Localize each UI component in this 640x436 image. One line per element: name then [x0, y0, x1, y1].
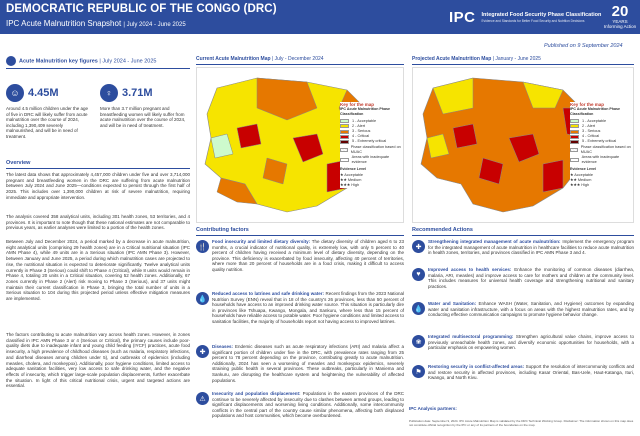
- recommended-item-security: [428, 364, 634, 381]
- recommended-title: Recommended Actions: [412, 227, 473, 233]
- legend-swatch: [570, 135, 579, 139]
- projected-map-legend: [570, 102, 632, 188]
- footer-disclaimer: Publication date: September 9, 2024. IPC Acute Malnutrition Map is validated by the DRC Technical Working Group. Disclaimer: The information shown on this map does not constitute official recognition by the IPC or any of its partners of the boundaries on the map.: [409, 419, 634, 427]
- divider: [196, 235, 404, 236]
- anniversary-badge: [603, 4, 637, 29]
- projected-map-name: Projected Acute Malnutrition Map: [412, 56, 492, 62]
- recommended-item-wash: [428, 301, 634, 318]
- water-icon: 💧: [412, 302, 425, 315]
- action-text: Enhance the monitoring of common diseases (diarrhea, malaria, ARI, measles) and improve access to care for mothers and children at the community level. This includes measures for universal health coverage and strengthening nutritional and sanitary practices.: [428, 267, 634, 289]
- ipc-logo-tagline: Evidence and Standards for Better Food Security and Nutrition Decisions: [481, 18, 585, 23]
- current-map-title: [196, 56, 324, 62]
- legend-swatch: [570, 140, 579, 144]
- women-text: More than 3.7 million pregnant and breastfeeding women will likely suffer from acute malnutrition over the course of 2024, and will be in need of treatment.: [100, 106, 186, 128]
- ipc-logo-title: Integrated Food Security Phase Classification: [481, 11, 602, 18]
- legend-swatch: [340, 135, 349, 139]
- evidence-label: Medium: [347, 177, 362, 182]
- evidence-item: ★ Acceptable: [570, 172, 594, 177]
- legend-label: 3 - Serious: [582, 129, 601, 134]
- evidence-item: ★★★ High: [340, 183, 360, 188]
- subtitle-period: | July 2024 - June 2025: [123, 22, 186, 28]
- legend-label: 2 - Alert: [352, 123, 366, 128]
- factor-name: Food insecurity and limited dietary diversity:: [212, 239, 311, 244]
- legend-label: Phase classification based on MUAC: [350, 144, 401, 154]
- legend-heading: IPC Acute Malnutrition Phase Classification: [340, 107, 390, 117]
- legend-label: 4 - Critical: [582, 134, 600, 139]
- legend-swatch: [340, 148, 348, 152]
- evidence-item: ★★ Medium: [570, 177, 592, 182]
- legend-swatch: [340, 130, 349, 134]
- overview-p1: The latest data shows that approximately 4,457,000 children under five and over 3,714,000 pregnant and breastfeeding women in the DRC are suffering from acute malnutrition between July 2024 and June 2025—conditions expected to persist through the first half of 2025. This includes over 1,390,000 children at risk of severe malnutrition, requiring immediate and appropriate intervention.: [6, 172, 190, 200]
- legend-swatch: [570, 148, 578, 152]
- current-map-name: Current Acute Malnutrition Map: [196, 56, 271, 62]
- legend-label: 4 - Critical: [352, 134, 370, 139]
- evidence-label: High: [351, 183, 360, 188]
- legend-swatch: [570, 119, 579, 123]
- evidence-level: [570, 167, 632, 188]
- key-figures-title: [6, 56, 156, 66]
- anniversary-word: YEARS: [612, 19, 628, 24]
- subtitle-text: IPC Acute Malnutrition Snapshot: [6, 19, 122, 28]
- overview-p3: Between July and December 2024, a period marked by a decrease in acute malnutrition, eight analytical units (comprising 29 health zones) are in a Critical nutritional situation (IPC AMN Phase 4), while 49 units are in a Serious situation (IPC AMN Phase 3). However, between January and June 2025, a period during which malnutrition cases are projected to rise, the nutritional situation is expected to deteriorate significantly. Twelve analytical units currently in Phase 3 (Serious) could shift to Phase 4 (Critical), while 8 units would remain in Phase 4, totaling 20 units in a Critical situation, covering 52 health zones. Additionally, 67 zones currently in Phase 2 (Alert) risk moving to Phase 3 (Serious), and 37 units might maintain their current classification in Phase 3, bringing the total number of units in a Serious situation to 104 during this projected period unless effective mitigation measures are implemented.: [6, 239, 190, 302]
- contributing-item-insecurity: [212, 391, 404, 419]
- divider: [412, 64, 634, 65]
- legend-swatch: [340, 158, 349, 162]
- evidence-level: [340, 167, 402, 188]
- action-text: Strengthen agricultural value chains, improve access to previously unreachable health zones, and diversify economic opportunities for households, with a particular emphasis on empowering women.: [428, 334, 634, 351]
- women-value: 3.71M: [122, 87, 153, 99]
- recommended-item-health: [428, 267, 634, 289]
- action-name: Restoring security in conflict-affected areas:: [428, 364, 525, 369]
- legend-swatch: [340, 124, 349, 128]
- health-cross-icon: ✚: [196, 345, 209, 358]
- legend-swatch: [340, 119, 349, 123]
- contributing-item-food: [212, 239, 404, 273]
- children-figure: [6, 84, 59, 102]
- current-map-period: | July - December 2024: [271, 56, 324, 62]
- evidence-item: ★ Acceptable: [340, 172, 364, 177]
- divider: [196, 64, 404, 65]
- factor-text: The dietary diversity of children aged 6 to 23 months, a crucial indicator of nutritional quality, is extremely low, with only 5 percent to 40 percent of children having received a minimum level of dietary diversity, depending on the province. This deficiency is exacerbated by food insecurity, affecting 40 percent of territories, where more than 20 percent of households are in a food crisis, making it difficult to access quality nutrition.: [212, 239, 404, 272]
- action-text: Implement the emergency program for the integrated management of acute malnutrition in healthcare facilities to reduce acute malnutrition in health zones, territories, and provinces classified in IPC AMN Phase 3 and 4.: [428, 239, 635, 256]
- children-text: Around 4.5 million children under the age of five in DRC will likely suffer from acute malnutrition over the course of 2024, including 1,390,409 severely malnourished, and will be in need of treatment.: [6, 106, 89, 139]
- factor-text: Recent findings from the 2023 National Nutrition Survey (ENN) reveal that in 18 of the country's 26 provinces, less than 50 percent of households have access to an improved drinking water source. This situation is particularly dire in provinces like Tshuapa, Kwango, Mongala, and Sankuru, where less than 15 percent of households have reliable access to potable water. Poor hygiene conditions and limited access to sanitation facilities, the majority of households report not having access to improved latrines.: [212, 291, 404, 324]
- evidence-title: Evidence Level: [570, 167, 596, 172]
- legend-label: Areas with inadequate evidence: [351, 155, 390, 165]
- divider: [6, 68, 190, 69]
- divider: [412, 235, 634, 236]
- overview-p4: The factors contributing to acute malnutrition vary across health zones. However, in zones classified in IPC AMN Phase 3 or 4 (Serious or Critical), the primary causes include poor-quality diets due to inadequate infant and young child feeding (IYCF) practices, acute food insecurity, a high prevalence of childhood diseases (such as malaria, respiratory infections, and diarrheal diseases among children under 5), and outbreaks of epidemics (including measles, cholera, and monkeypox). Additionally, poor hygiene conditions, limited access to adequate sanitation facilities, very low access to safe drinking water, and the negative effects of insecurity, which trigger large-scale population displacements, further exacerbate the situation. In light of this critical nutritional crisis, urgent and targeted actions are essential.: [6, 332, 190, 389]
- evidence-label: Medium: [577, 177, 592, 182]
- current-map-legend: [340, 102, 402, 188]
- legend-label: 2 - Alert: [582, 123, 596, 128]
- plant-icon: ❀: [412, 335, 425, 348]
- women-figure: [100, 84, 153, 102]
- legend-swatch: [570, 158, 579, 162]
- legend-item: [340, 145, 402, 155]
- legend-title: Key for the map: [340, 102, 375, 107]
- legend-swatch: [570, 130, 579, 134]
- action-name: Improved access to health services:: [428, 267, 512, 272]
- divider: [6, 168, 190, 169]
- anniversary-sub: Informing Action: [603, 24, 637, 29]
- flag-icon: ⚑: [412, 365, 425, 378]
- action-name: Water and Sanitation:: [428, 301, 477, 306]
- country-title: DEMOCRATIC REPUBLIC OF THE CONGO (DRC): [6, 3, 277, 15]
- legend-item: [340, 155, 402, 165]
- contributing-item-water: [212, 291, 404, 325]
- legend-label: 1 - Acceptable: [582, 118, 607, 123]
- legend-label: Phase classification based on MUAC: [580, 144, 631, 154]
- legend-heading: IPC Acute Malnutrition Phase Classification: [570, 107, 620, 117]
- evidence-item: ★★★ High: [570, 183, 590, 188]
- evidence-item: ★★ Medium: [340, 177, 362, 182]
- projected-map-title: [412, 56, 541, 62]
- factor-name: Diseases:: [212, 344, 234, 349]
- ipc-logo: [449, 6, 601, 28]
- contributing-title: Contributing factors: [196, 227, 249, 233]
- partners-title: IPC Analysis partners:: [409, 406, 457, 411]
- factor-text: Populations in the eastern provinces of the DRC continue to be severely affected by insecurity due to clashes between armed groups, leading to significant displacements and worsening living conditions. Additionally, some intercommunity conflicts in the central part of the country cause similar phenomena, affecting both displaced populations and host communities, which become overburdened.: [212, 391, 404, 419]
- legend-label: Areas with inadequate evidence: [581, 155, 620, 165]
- water-icon: 💧: [196, 292, 209, 305]
- woman-icon: ♀: [100, 84, 118, 102]
- legend-item: [570, 145, 632, 155]
- evidence-label: High: [581, 183, 590, 188]
- evidence-label: Acceptable: [574, 172, 594, 177]
- legend-label: 5 - Extremely critical: [582, 139, 617, 144]
- ipc-logo-text: IPC: [449, 8, 476, 26]
- legend-label: 1 - Acceptable: [352, 118, 377, 123]
- contributing-item-diseases: [212, 344, 404, 383]
- evidence-label: Acceptable: [344, 172, 364, 177]
- key-figures-label: Acute Malnutrition key figures: [19, 58, 98, 65]
- key-figures-icon: [6, 56, 16, 66]
- factor-text: Endemic diseases such as acute respiratory infections (ARI) and malaria affect a significant portion of children under five in the DRC, with prevalence rates ranging from 25 percent to 78 percent depending on the province, contributing greatly to acute malnutrition. Additionally, 2024 has seen a worsening of measles and monkeypox epidemics, severely straining public health in several provinces. These outbreaks, particularly in Maniema and Sankuru, are disrupting the healthcare system and heightening the vulnerability of affected populations.: [212, 344, 404, 383]
- legend-label: 5 - Extremely critical: [352, 139, 387, 144]
- legend-swatch: [340, 140, 349, 144]
- published-date: Published on 9 September 2024: [544, 43, 623, 49]
- recommended-item-imam: [428, 239, 634, 256]
- recommended-item-multisectoral: [428, 334, 634, 351]
- header-bar: [0, 0, 640, 34]
- legend-label: 3 - Serious: [352, 129, 371, 134]
- overview-title: Overview: [6, 160, 31, 166]
- key-figures-period: | July 2024 - June 2025: [99, 58, 157, 65]
- legend-item: [570, 155, 632, 165]
- factor-name: Reduced access to latrines and safe drinking water:: [212, 291, 325, 296]
- legend-swatch: [570, 124, 579, 128]
- warning-icon: ⚠: [196, 392, 209, 405]
- health-cross-icon: ✚: [412, 240, 425, 253]
- heart-icon: ♥: [412, 268, 425, 281]
- action-text: Enhance WASH (Water, Sanitation, and Hygiene) outcomes by expanding water and sanitation infrastructure, with a focus on areas with the highest malnutrition rates, and by conducting effective communication campaigns to promote hygiene behavior change.: [428, 301, 635, 318]
- child-icon: ☺: [6, 84, 24, 102]
- evidence-title: Evidence Level: [340, 167, 366, 172]
- legend-title: Key for the map: [570, 102, 605, 107]
- factor-name: Insecurity and population displacement:: [212, 391, 301, 396]
- food-icon: 🍴: [196, 240, 209, 253]
- snapshot-subtitle: [6, 19, 186, 28]
- overview-p2: The analysis covered 358 analytical units, including 301 health zones, 53 territories, and 4 provinces. It is important to note though that these national estimates are not comparable to previous years, as earlier analyses were limited to a portion of the health zones.: [6, 214, 190, 231]
- children-value: 4.45M: [28, 87, 59, 99]
- action-text: Support the resolution of intercommunity conflicts and and restore security in affected provinces, including Kasaï Oriental, Bas-Uele, Haut-Katanga, Ituri, Kwango, and North Kivu.: [428, 364, 634, 381]
- action-name: Strengthening integrated management of acute malnutrition:: [428, 239, 561, 244]
- action-name: Integrated multisectoral programming:: [428, 334, 514, 339]
- anniversary-number: 20: [611, 3, 629, 20]
- projected-map-period: | January - June 2025: [492, 56, 541, 62]
